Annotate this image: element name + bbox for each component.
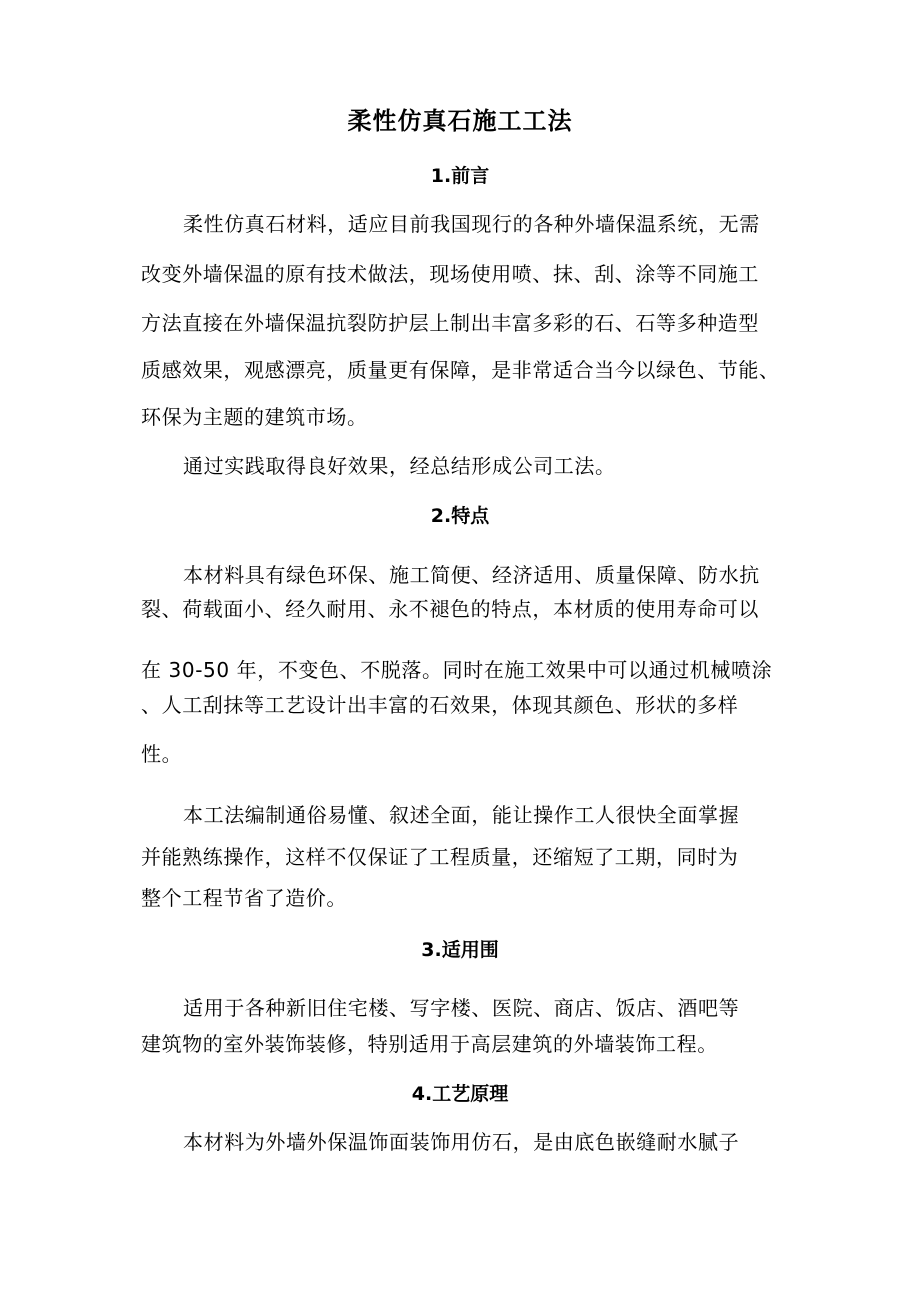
paragraph-line: 本材料具有绿色环保、施工简便、经济适用、质量保障、防水抗 xyxy=(183,563,760,587)
paragraph-line: 改变外墙保温的原有技术做法，现场使用喷、抹、刮、涂等不同施工 xyxy=(141,262,759,286)
paragraph-line: 裂、荷载面小、经久耐用、永不褪色的特点，本材质的使用寿命可以 xyxy=(141,597,759,621)
paragraph-line: 本材料为外墙外保温饰面装饰用仿石，是由底色嵌缝耐水腻子 xyxy=(183,1130,740,1154)
paragraph-line: 在 30-50 年，不变色、不脱落。同时在施工效果中可以通过机械喷涂 xyxy=(141,658,773,682)
paragraph-line: 本工法编制通俗易懂、叙述全面，能让操作工人很快全面掌握 xyxy=(183,803,740,827)
paragraph-line: 通过实践取得良好效果，经总结形成公司工法。 xyxy=(183,454,616,478)
section-heading-features: 2.特点 xyxy=(430,505,490,527)
paragraph-line: 、人工刮抹等工艺设计出丰富的石效果，体现其颜色、形状的多样 xyxy=(141,693,739,717)
section-heading-scope: 3.适用围 xyxy=(421,939,499,961)
paragraph-line: 质感效果，观感漂亮，质量更有保障，是非常适合当今以绿色、节能、 xyxy=(141,358,780,382)
paragraph-line: 并能熟练操作，这样不仅保证了工程质量，还缩短了工期，同时为 xyxy=(141,845,739,869)
paragraph-line: 方法直接在外墙保温抗裂防护层上制出丰富多彩的石、石等多种造型 xyxy=(141,311,759,335)
paragraph-line: 适用于各种新旧住宅楼、写字楼、医院、商店、饭店、酒吧等 xyxy=(183,996,740,1020)
document-title: 柔性仿真石施工工法 xyxy=(347,107,573,135)
paragraph-line: 环保为主题的建筑市场。 xyxy=(141,405,368,429)
paragraph-line: 性。 xyxy=(141,742,183,766)
section-heading-principle: 4.工艺原理 xyxy=(411,1083,509,1105)
section-heading-preface: 1.前言 xyxy=(430,165,490,187)
paragraph-line: 建筑物的室外装饰装修，特别适用于高层建筑的外墙装饰工程。 xyxy=(141,1032,718,1056)
paragraph-line: 整个工程节省了造价。 xyxy=(141,886,347,910)
paragraph-line: 柔性仿真石材料，适应目前我国现行的各种外墙保温系统，无需 xyxy=(183,212,760,236)
